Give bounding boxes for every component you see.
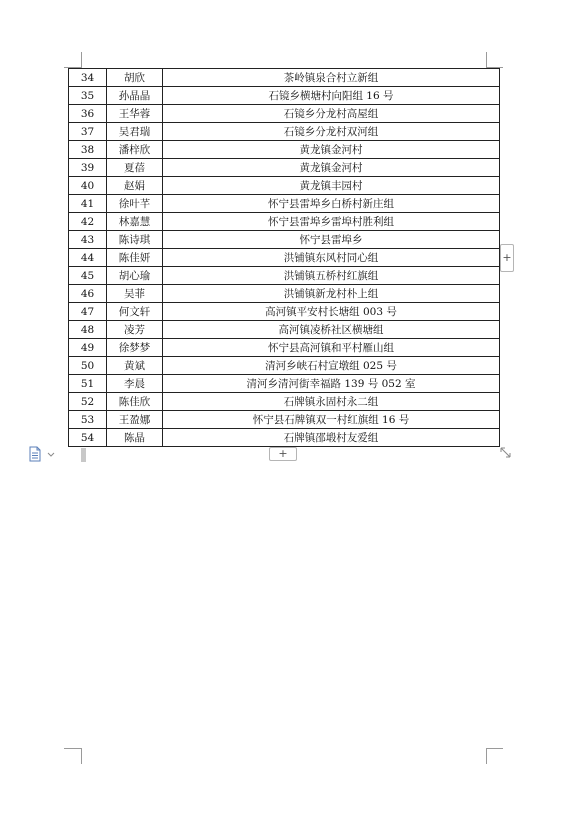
table-row	[69, 375, 500, 393]
name-cell[interactable]: 孙晶晶	[107, 87, 163, 105]
table-row	[69, 195, 500, 213]
address-cell[interactable]: 茶岭镇泉合村立新组	[163, 69, 500, 87]
name-cell[interactable]: 徐梦梦	[107, 339, 163, 357]
table-row	[69, 141, 500, 159]
row-number-cell[interactable]: 45	[69, 267, 107, 285]
name-cell[interactable]: 何文轩	[107, 303, 163, 321]
row-number-cell[interactable]: 46	[69, 285, 107, 303]
document-icon[interactable]	[29, 446, 55, 462]
name-cell[interactable]: 王华蓉	[107, 105, 163, 123]
table-row	[69, 285, 500, 303]
name-cell[interactable]: 潘梓欣	[107, 141, 163, 159]
row-number-cell[interactable]: 35	[69, 87, 107, 105]
name-cell[interactable]: 赵娟	[107, 177, 163, 195]
table-row	[69, 105, 500, 123]
table-row	[69, 429, 500, 447]
table-row	[69, 411, 500, 429]
crop-mark-bottom-right-h	[486, 748, 503, 749]
address-cell[interactable]: 洪铺镇五桥村红旗组	[163, 267, 500, 285]
add-row-button[interactable]: +	[269, 447, 297, 461]
row-number-cell[interactable]: 44	[69, 249, 107, 267]
address-cell[interactable]: 高河镇平安村长塘组 003 号	[163, 303, 500, 321]
table-row	[69, 87, 500, 105]
address-cell[interactable]: 清河乡清河街幸福路 139 号 052 室	[163, 375, 500, 393]
address-cell[interactable]: 石镜乡分龙村双河组	[163, 123, 500, 141]
roster-table	[68, 68, 500, 447]
table-row	[69, 69, 500, 87]
crop-mark-top-left-v	[81, 52, 82, 68]
row-number-cell[interactable]: 41	[69, 195, 107, 213]
name-cell[interactable]: 徐叶芊	[107, 195, 163, 213]
table-row	[69, 123, 500, 141]
row-number-cell[interactable]: 48	[69, 321, 107, 339]
row-number-cell[interactable]: 34	[69, 69, 107, 87]
name-cell[interactable]: 黄斌	[107, 357, 163, 375]
table-row	[69, 267, 500, 285]
name-cell[interactable]: 吴君瑞	[107, 123, 163, 141]
name-cell[interactable]: 林嘉慧	[107, 213, 163, 231]
name-cell[interactable]: 凌芳	[107, 321, 163, 339]
address-cell[interactable]: 洪铺镇新龙村朴上组	[163, 285, 500, 303]
address-cell[interactable]: 黄龙镇金河村	[163, 141, 500, 159]
table-row-handle[interactable]	[81, 448, 86, 462]
address-cell[interactable]: 怀宁县雷埠乡雷埠村胜利组	[163, 213, 500, 231]
address-cell[interactable]: 怀宁县雷埠乡白桥村新庄组	[163, 195, 500, 213]
name-cell[interactable]: 陈晶	[107, 429, 163, 447]
row-number-cell[interactable]: 54	[69, 429, 107, 447]
row-number-cell[interactable]: 38	[69, 141, 107, 159]
name-cell[interactable]: 王盈娜	[107, 411, 163, 429]
resize-handle-icon[interactable]	[499, 446, 512, 459]
row-number-cell[interactable]: 42	[69, 213, 107, 231]
row-number-cell[interactable]: 39	[69, 159, 107, 177]
address-cell[interactable]: 黄龙镇丰园村	[163, 177, 500, 195]
row-number-cell[interactable]: 52	[69, 393, 107, 411]
address-cell[interactable]: 黄龙镇金河村	[163, 159, 500, 177]
address-cell[interactable]: 石镜乡分龙村高屋组	[163, 105, 500, 123]
row-number-cell[interactable]: 50	[69, 357, 107, 375]
name-cell[interactable]: 陈佳妍	[107, 249, 163, 267]
name-cell[interactable]: 陈佳欣	[107, 393, 163, 411]
address-cell[interactable]: 石牌镇邵塅村友爱组	[163, 429, 500, 447]
row-number-cell[interactable]: 49	[69, 339, 107, 357]
row-number-cell[interactable]: 43	[69, 231, 107, 249]
name-cell[interactable]: 吴菲	[107, 285, 163, 303]
address-cell[interactable]: 石镜乡横塘村向阳组 16 号	[163, 87, 500, 105]
table-row	[69, 249, 500, 267]
row-number-cell[interactable]: 36	[69, 105, 107, 123]
table-row	[69, 177, 500, 195]
address-cell[interactable]: 怀宁县高河镇和平村雁山组	[163, 339, 500, 357]
crop-mark-bottom-left-h	[64, 748, 81, 749]
table-row	[69, 159, 500, 177]
address-cell[interactable]: 高河镇凌桥社区横塘组	[163, 321, 500, 339]
row-number-cell[interactable]: 37	[69, 123, 107, 141]
name-cell[interactable]: 夏蓓	[107, 159, 163, 177]
name-cell[interactable]: 陈诗琪	[107, 231, 163, 249]
address-cell[interactable]: 洪铺镇东风村同心组	[163, 249, 500, 267]
roster-table-body	[69, 69, 500, 447]
address-cell[interactable]: 怀宁县石牌镇双一村红旗组 16 号	[163, 411, 500, 429]
name-cell[interactable]: 李晨	[107, 375, 163, 393]
table-row	[69, 339, 500, 357]
crop-mark-top-right-v	[486, 52, 487, 68]
table-row	[69, 213, 500, 231]
name-cell[interactable]: 胡心瑜	[107, 267, 163, 285]
address-cell[interactable]: 怀宁县雷埠乡	[163, 231, 500, 249]
table-row	[69, 393, 500, 411]
table-row	[69, 303, 500, 321]
table-row	[69, 357, 500, 375]
table-row	[69, 321, 500, 339]
row-number-cell[interactable]: 40	[69, 177, 107, 195]
row-number-cell[interactable]: 53	[69, 411, 107, 429]
add-column-button[interactable]: +	[500, 244, 514, 272]
row-number-cell[interactable]: 47	[69, 303, 107, 321]
crop-mark-bottom-left-v	[81, 748, 82, 764]
table-row	[69, 231, 500, 249]
name-cell[interactable]: 胡欣	[107, 69, 163, 87]
address-cell[interactable]: 清河乡峡石村宣墩组 025 号	[163, 357, 500, 375]
address-cell[interactable]: 石牌镇永固村永二组	[163, 393, 500, 411]
row-number-cell[interactable]: 51	[69, 375, 107, 393]
crop-mark-bottom-right-v	[486, 748, 487, 764]
